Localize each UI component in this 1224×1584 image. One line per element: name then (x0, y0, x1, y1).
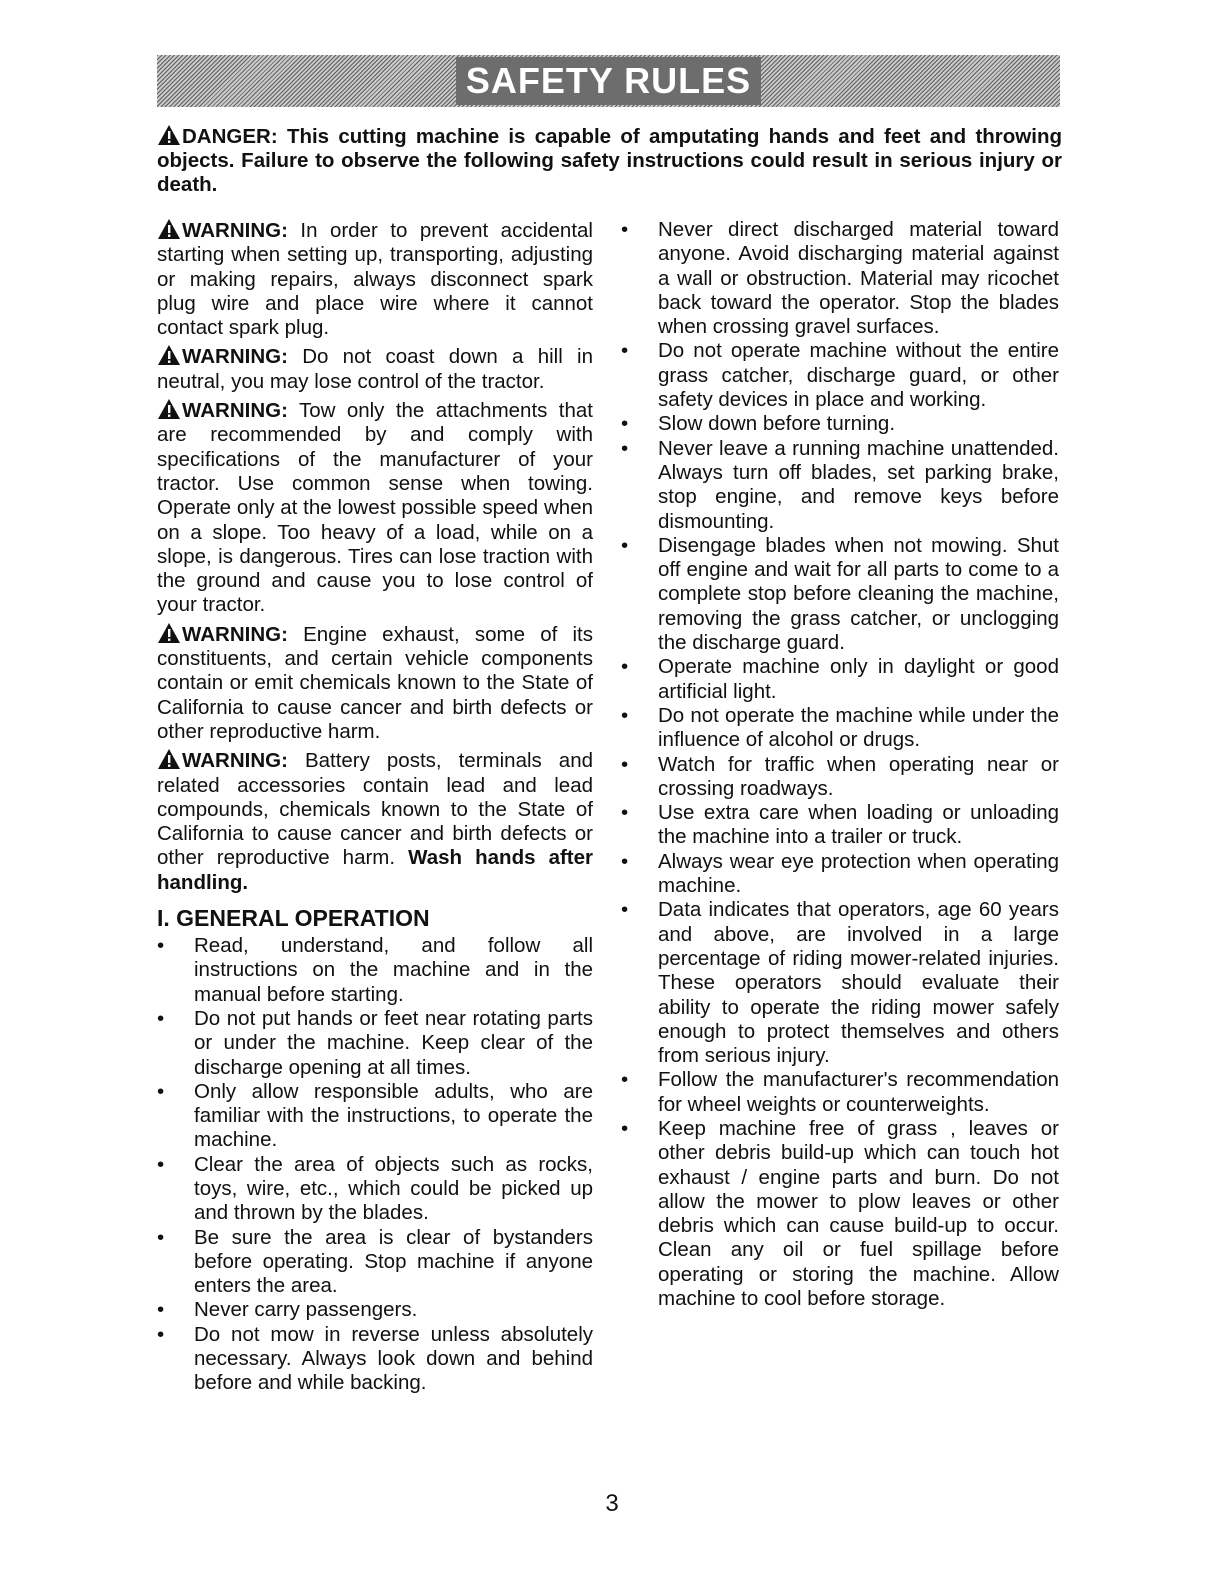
bullet-icon: • (621, 655, 629, 679)
list-item-text: Never direct discharged material toward anyone. Avoid discharging material against a wall or obstruction. Material may ricochet back toward the operator. Stop the blades when crossing gravel surfaces. (658, 218, 1059, 339)
list-item-text: Never carry passengers. (194, 1298, 418, 1322)
warning-triangle-icon (157, 398, 181, 420)
list-item-text: Only allow responsible adults, who are familiar with the instructions, to operate the machine. (194, 1079, 593, 1152)
bullet-icon: • (621, 752, 629, 776)
list-item-text: Slow down before turning. (658, 412, 896, 436)
list-item-text: Read, understand, and follow all instructions on the machine and in the manual before starting. (194, 934, 593, 1006)
title-banner (157, 55, 1060, 107)
warning-paragraph (157, 344, 593, 394)
danger-label: DANGER: (182, 125, 278, 148)
list-item (621, 704, 1059, 753)
list-item (157, 1080, 593, 1153)
warning-bold-tail: Wash hands after handling. (157, 846, 594, 894)
list-item (621, 534, 1059, 655)
bullet-icon: • (157, 1152, 165, 1176)
list-item-text: Do not operate the machine while under the influence of alcohol or drugs. (658, 703, 1059, 752)
bullet-icon: • (621, 898, 629, 922)
warning-triangle-icon (157, 218, 181, 240)
bullet-icon: • (157, 1225, 165, 1249)
list-item-text: Use extra care when loading or unloading the machine into a trailer or truck. (658, 801, 1059, 849)
warning-label: WARNING: (182, 622, 288, 646)
general-operation-list-left (157, 934, 593, 1396)
list-item (621, 218, 1059, 339)
bullet-icon: • (621, 218, 629, 241)
list-item (157, 934, 593, 1007)
warning-triangle-icon (157, 124, 181, 146)
list-item (157, 1323, 593, 1396)
list-item-text: Clear the area of objects such as rocks, toys, wire, etc., which could be picked up and thrown by the blades. (194, 1152, 593, 1225)
danger-notice (157, 124, 1062, 197)
bullet-icon: • (621, 849, 629, 873)
right-column (621, 218, 1059, 1311)
warning-text: Engine exhaust, some of its constituents, and certain vehicle components contain or emit chemicals known to the State of California to cause cancer and birth defects or other reproductive harm. (157, 622, 593, 743)
warning-label: WARNING: (182, 749, 288, 773)
list-item (157, 1007, 593, 1080)
warning-label: WARNING: (182, 399, 288, 423)
list-item-text: Always wear eye protection when operating machine. (658, 849, 1059, 898)
list-item-text: Be sure the area is clear of bystanders before operating. Stop machine if anyone enters the area. (194, 1225, 593, 1298)
list-item-text: Disengage blades when not mowing. Shut off engine and wait for all parts to come to a complete stop before cleaning the machine, removing the grass catcher, or unclogging the discharge guard. (658, 533, 1059, 655)
bullet-icon: • (621, 1116, 629, 1140)
warning-label: WARNING: (182, 219, 288, 242)
bullet-icon: • (157, 1079, 165, 1103)
list-item (621, 753, 1059, 802)
bullet-icon: • (621, 533, 629, 557)
bullet-icon: • (621, 412, 629, 436)
warning-triangle-icon (157, 748, 181, 770)
warning-paragraph (157, 748, 593, 895)
bullet-icon: • (157, 1298, 165, 1322)
warning-paragraph (157, 622, 593, 744)
list-item-text: Operate machine only in daylight or good artificial light. (658, 655, 1059, 703)
list-item (621, 655, 1059, 704)
warning-text: Tow only the attachments that are recommended by and comply with specifications of the manufacturer of your tractor. Use common sense when towing. Operate only at the lowest possible speed when on a slope. Too heavy of a load, while on a slope, is dangerous. Tires can lose traction with the ground and cause you to lose control of your tractor. (157, 399, 593, 617)
bullet-icon: • (621, 801, 629, 825)
list-item (157, 1153, 593, 1226)
warning-text: Battery posts, terminals and related accessories contain lead and lead compounds, chemicals known to the State of California to cause cancer and birth defects or other reproductive harm. (157, 749, 593, 870)
page-number: 3 (605, 1490, 619, 1517)
bullet-icon: • (157, 934, 165, 958)
list-item (621, 1117, 1059, 1311)
list-item-text: Do not put hands or feet near rotating parts or under the machine. Keep clear of the discharge opening at all times. (194, 1006, 593, 1079)
bullet-icon: • (621, 436, 629, 460)
list-item (157, 1226, 593, 1299)
warning-text: In order to prevent accidental starting when setting up, transporting, adjusting or making repairs, always disconnect spark plug wire and place wire where it cannot contact spark plug. (157, 219, 593, 340)
list-item (621, 339, 1059, 412)
section-title: I. GENERAL OPERATION (157, 905, 430, 932)
list-item (621, 898, 1059, 1068)
bullet-icon: • (621, 703, 629, 727)
list-item-text: Do not operate machine without the entire grass catcher, discharge guard, or other safety devices in place and working. (658, 339, 1059, 412)
warning-triangle-icon (157, 622, 181, 644)
list-item (621, 437, 1059, 534)
warning-paragraph (157, 218, 593, 340)
list-item-text: Follow the manufacturer's recommendation for wheel weights or counterweights. (658, 1068, 1059, 1116)
bullet-icon: • (157, 1006, 165, 1030)
list-item-text: Watch for traffic when operating near or crossing roadways. (658, 752, 1059, 800)
bullet-icon: • (621, 1068, 629, 1092)
list-item-text: Never leave a running machine unattended. Always turn off blades, set parking brake, stop engine, and remove keys before dismounting. (658, 436, 1059, 533)
list-item (621, 1068, 1059, 1117)
warning-label: WARNING: (182, 345, 288, 369)
bullet-icon: • (621, 339, 629, 363)
warning-text: Do not coast down a hill in neutral, you may lose control of the tractor. (157, 345, 593, 393)
page-title: SAFETY RULES (456, 57, 761, 105)
list-item (621, 412, 1059, 436)
list-item (621, 801, 1059, 850)
danger-text: This cutting machine is capable of amputating hands and feet and throwing objects. Failure to observe the following safety instructions could result in serious injury or death. (157, 125, 1062, 196)
list-item-text: Keep machine free of grass , leaves or other debris build-up which can touch hot exhaust / engine parts and burn. Do not allow the mower to plow leaves or other debris which can cause build-up to occur. Clean any oil or fuel spillage before operating or storing the machine. Allow machine to cool before storage. (658, 1116, 1059, 1311)
warning-triangle-icon (157, 344, 181, 366)
list-item-text: Do not mow in reverse unless absolutely necessary. Always look down and behind before and while backing. (194, 1322, 593, 1395)
general-operation-list-right (621, 218, 1059, 1311)
list-item-text: Data indicates that operators, age 60 years and above, are involved in a large percentage of riding mower-related injuries. These operators should evaluate their ability to operate the riding mower safely enough to protect themselves and others from serious injury. (658, 898, 1059, 1068)
warning-paragraph (157, 398, 593, 618)
list-item (157, 1298, 593, 1322)
bullet-icon: • (157, 1322, 165, 1346)
left-column (157, 218, 593, 1396)
list-item (621, 850, 1059, 899)
